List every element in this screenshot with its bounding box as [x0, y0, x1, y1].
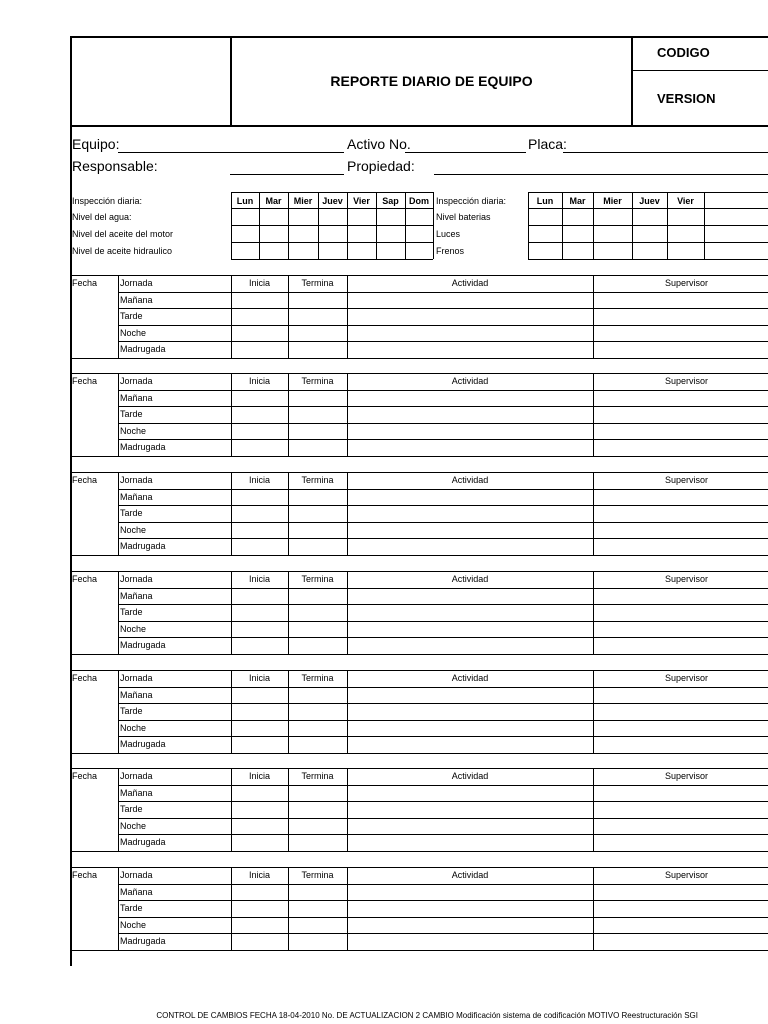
log-grid-line [593, 687, 768, 688]
log-inicia-label: Inicia [248, 771, 270, 781]
log-grid-line [70, 950, 768, 951]
inspection-left-row: Nivel del agua: [72, 212, 132, 222]
log-supervisor-label: Supervisor [665, 673, 709, 683]
log-actividad-label: Actividad [451, 771, 489, 781]
log-grid-line [70, 753, 768, 754]
log-supervisor-label: Supervisor [665, 574, 709, 584]
inspection-left-header: Inspección diaria: [72, 196, 143, 206]
responsable-field[interactable] [230, 174, 344, 175]
log-grid-line [593, 292, 768, 293]
log-grid-line [70, 373, 768, 374]
log-supervisor-label: Supervisor [665, 376, 709, 386]
page-title: REPORTE DIARIO DE EQUIPO [330, 73, 533, 89]
log-shift-label: Tarde [120, 508, 143, 518]
log-grid-line [593, 275, 594, 358]
log-termina-label: Termina [301, 376, 334, 386]
log-jornada-label: Jornada [120, 673, 153, 683]
log-grid-line [593, 785, 768, 786]
inspection-left-row: Nivel de aceite hidraulico [72, 246, 173, 256]
log-grid-line [118, 538, 768, 539]
log-supervisor-label: Supervisor [665, 771, 709, 781]
log-shift-label: Tarde [120, 804, 143, 814]
log-grid-line [593, 768, 594, 851]
log-shift-label: Madrugada [120, 739, 166, 749]
log-grid-line [593, 670, 594, 753]
log-grid-line [118, 637, 768, 638]
log-grid-line [118, 308, 768, 309]
log-fecha-label: Fecha [72, 475, 98, 485]
equipo-field[interactable] [118, 152, 344, 153]
log-supervisor-label: Supervisor [665, 278, 709, 288]
log-grid-line [70, 456, 768, 457]
log-grid-line [593, 472, 594, 555]
log-jornada-label: Jornada [120, 376, 153, 386]
version-label: VERSION [657, 91, 716, 106]
day-header: Mar [265, 196, 282, 206]
log-grid-line [118, 801, 768, 802]
log-grid-line [118, 670, 119, 753]
log-grid-line [70, 555, 768, 556]
log-termina-label: Termina [301, 278, 334, 288]
log-grid-line [118, 867, 119, 950]
inspection-right-row: Frenos [436, 246, 465, 256]
inspection-left-row: Nivel del aceite del motor [72, 229, 174, 239]
day-header: Vier [677, 196, 694, 206]
placa-field[interactable] [563, 152, 768, 153]
log-shift-label: Tarde [120, 311, 143, 321]
log-grid-line [118, 406, 768, 407]
log-inicia-label: Inicia [248, 475, 270, 485]
log-grid-line [118, 834, 768, 835]
log-grid-line [593, 522, 768, 523]
log-shift-label: Mañana [120, 887, 153, 897]
log-grid-line [593, 884, 768, 885]
log-fecha-label: Fecha [72, 574, 98, 584]
log-supervisor-label: Supervisor [665, 475, 709, 485]
log-termina-label: Termina [301, 771, 334, 781]
log-actividad-label: Actividad [451, 278, 489, 288]
log-termina-label: Termina [301, 475, 334, 485]
log-jornada-label: Jornada [120, 475, 153, 485]
log-grid-line [593, 390, 768, 391]
log-grid-line [118, 703, 768, 704]
log-grid-line [70, 275, 768, 276]
log-shift-label: Madrugada [120, 541, 166, 551]
log-shift-label: Mañana [120, 295, 153, 305]
inspection-right-row: Luces [436, 229, 461, 239]
log-fecha-label: Fecha [72, 673, 98, 683]
log-actividad-label: Actividad [451, 574, 489, 584]
placa-label: Placa: [528, 136, 567, 152]
day-header: Lun [536, 196, 554, 206]
log-grid-line [118, 768, 119, 851]
log-grid-line [593, 373, 594, 456]
log-fecha-label: Fecha [72, 278, 98, 288]
log-grid-line [593, 818, 768, 819]
log-grid-line [118, 900, 768, 901]
log-fecha-label: Fecha [72, 870, 98, 880]
log-actividad-label: Actividad [451, 376, 489, 386]
equipo-label: Equipo: [72, 136, 120, 152]
log-grid-line [70, 358, 768, 359]
log-inicia-label: Inicia [248, 574, 270, 584]
log-fecha-label: Fecha [72, 376, 98, 386]
log-inicia-label: Inicia [248, 870, 270, 880]
day-header: Mier [603, 196, 622, 206]
log-grid-line [593, 489, 768, 490]
log-shift-label: Mañana [120, 393, 153, 403]
log-grid-line [118, 571, 119, 654]
day-header: Mar [569, 196, 586, 206]
log-inicia-label: Inicia [248, 376, 270, 386]
inspection-right-header: Inspección diaria: [436, 196, 507, 206]
log-shift-label: Mañana [120, 492, 153, 502]
log-shift-label: Madrugada [120, 344, 166, 354]
codigo-label: CODIGO [657, 45, 710, 60]
activo-label: Activo No. [347, 136, 411, 152]
log-grid-line [118, 604, 768, 605]
log-jornada-label: Jornada [120, 574, 153, 584]
log-shift-label: Madrugada [120, 640, 166, 650]
log-grid-line [118, 472, 119, 555]
log-shift-label: Noche [120, 723, 147, 733]
log-grid-line [593, 325, 768, 326]
log-shift-label: Tarde [120, 903, 143, 913]
log-grid-line [70, 571, 768, 572]
day-header: Vier [353, 196, 370, 206]
day-header: Juev [322, 196, 343, 206]
log-fecha-label: Fecha [72, 771, 98, 781]
log-grid-line [118, 505, 768, 506]
log-termina-label: Termina [301, 574, 334, 584]
log-jornada-label: Jornada [120, 771, 153, 781]
log-grid-line [70, 670, 768, 671]
footer-change-control: CONTROL DE CAMBIOS FECHA 18-04-2010 No. DE ACTUALIZACION 2 CAMBIO Modificación sistema de codificación MOTIVO Reestructuración SGI [156, 1011, 698, 1020]
log-grid-line [118, 373, 119, 456]
log-shift-label: Mañana [120, 690, 153, 700]
log-grid-line [593, 720, 768, 721]
log-grid-line [593, 423, 768, 424]
log-grid-line [593, 621, 768, 622]
log-shift-label: Tarde [120, 607, 143, 617]
propiedad-field[interactable] [434, 174, 768, 175]
log-supervisor-label: Supervisor [665, 870, 709, 880]
log-inicia-label: Inicia [248, 278, 270, 288]
log-jornada-label: Jornada [120, 278, 153, 288]
day-header: Sap [382, 196, 399, 206]
log-grid-line [70, 472, 768, 473]
log-shift-label: Noche [120, 426, 147, 436]
log-shift-label: Mañana [120, 788, 153, 798]
log-grid-line [70, 768, 768, 769]
log-jornada-label: Jornada [120, 870, 153, 880]
log-shift-label: Madrugada [120, 936, 166, 946]
log-shift-label: Noche [120, 525, 147, 535]
log-grid-line [118, 736, 768, 737]
day-header: Dom [409, 196, 429, 206]
day-header: Lun [236, 196, 254, 206]
log-actividad-label: Actividad [451, 870, 489, 880]
log-termina-label: Termina [301, 870, 334, 880]
log-shift-label: Madrugada [120, 837, 166, 847]
log-grid-line [593, 588, 768, 589]
log-grid-line [593, 571, 594, 654]
log-grid-line [118, 439, 768, 440]
log-grid-line [118, 341, 768, 342]
log-grid-line [70, 851, 768, 852]
log-actividad-label: Actividad [451, 475, 489, 485]
day-header: Mier [293, 196, 313, 206]
log-shift-label: Noche [120, 624, 147, 634]
log-shift-label: Noche [120, 821, 147, 831]
day-header: Juev [639, 196, 660, 206]
propiedad-label: Propiedad: [347, 158, 415, 174]
log-inicia-label: Inicia [248, 673, 270, 683]
log-grid-line [70, 867, 768, 868]
log-shift-label: Tarde [120, 409, 143, 419]
log-shift-label: Noche [120, 920, 147, 930]
log-actividad-label: Actividad [451, 673, 489, 683]
log-shift-label: Madrugada [120, 442, 166, 452]
log-termina-label: Termina [301, 673, 334, 683]
inspection-right-row: Nivel baterias [436, 212, 491, 222]
log-grid-line [118, 933, 768, 934]
log-grid-line [70, 654, 768, 655]
responsable-label: Responsable: [72, 158, 158, 174]
log-grid-line [593, 867, 594, 950]
log-grid-line [593, 917, 768, 918]
log-shift-label: Tarde [120, 706, 143, 716]
activo-field[interactable] [405, 152, 526, 153]
log-shift-label: Mañana [120, 591, 153, 601]
log-grid-line [118, 275, 119, 358]
log-shift-label: Noche [120, 328, 147, 338]
